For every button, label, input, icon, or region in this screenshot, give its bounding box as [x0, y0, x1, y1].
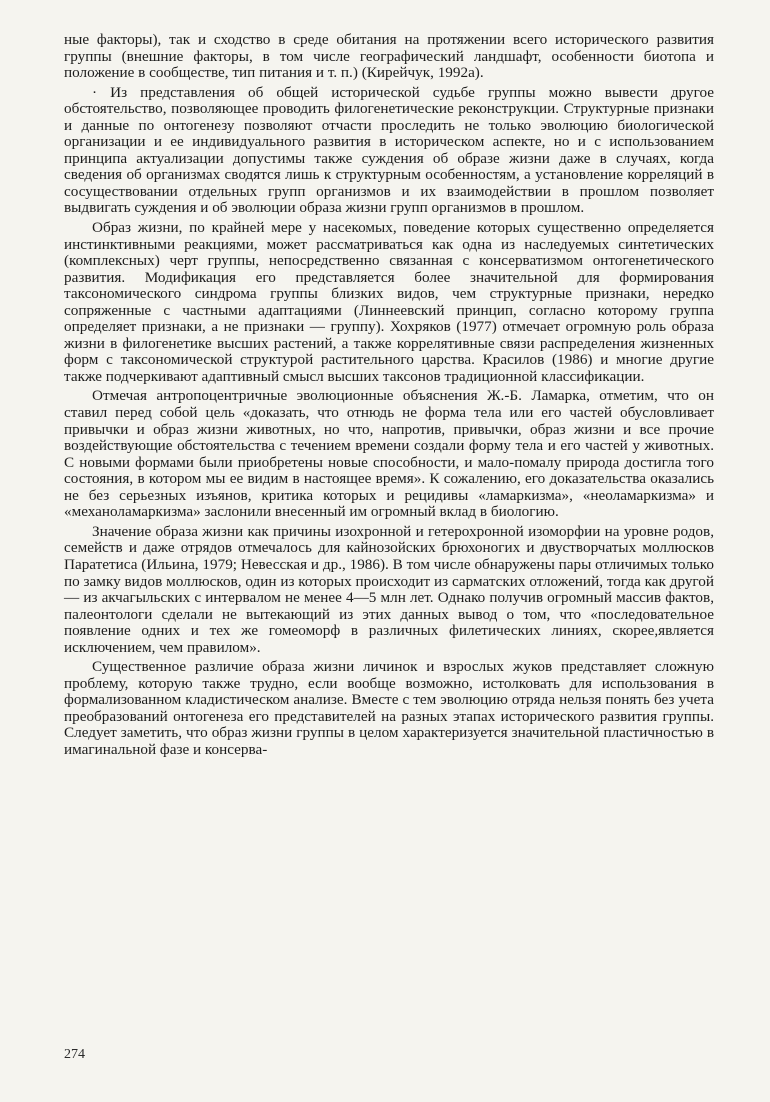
paragraph-reconstruction: · Из представления об общей исторической судьбе группы можно вывести другое обстоятельство, позволяющее проводить филогенетические реконструкции. Структурные признаки и данные по онтогенезу позволяют отчасти проследить не только эволюцию биологической организации и ее индивидуального развития в историческом аспекте, но и с использованием принципа актуализации допустимы также суждения об образе жизни даже в случаях, когда сведения об организмах сводятся лишь к структурным особенностям, а установление корреляций в сосуществовании отдельных групп организмов и их взаимодействии в прошлом позволяет выдвигать суждения и об эволюции образа жизни групп организмов в прошлом. [64, 83, 714, 217]
paragraph-lamarck: Отмечая антропоцентричные эволюционные объяснения Ж.-Б. Ламарка, отметим, что он ставил перед собой цель «доказать, что отнюдь не форма тела или его частей обусловливает привычки и образ жизни животных, но что, напротив, привычки, образ жизни и все прочие воздействующие обстоятельства с течением времени создали форму тела и его частей у животных. С новыми формами были приобретены новые способности, и мало-помалу природа достигла того состояния, в котором мы ее видим в настоящее время». К сожалению, его доказательства оказались не без серьезных изъянов, критика которых и рецидивы «ламаркизма», «неоламаркизма» и «механоламаркизма» заслонили внесенный им огромный вклад в биологию. [64, 387, 714, 521]
paragraph-lifestyle: Образ жизни, по крайней мере у насекомых, поведение которых существенно определяется инстинктивными реакциями, может рассматриваться как одна из наследуемых синтетических (комплексных) черт группы, непосредственно связанная с консерватизмом онтогенетического развития. Модификация его представляется более значительной для формирования таксономического синдрома группы близких видов, чем структурные признаки, нередко сопряженные с частными адаптациями (Линнеевский принцип, согласно которому группа определяет признаки, а не признаки — группу). Хохряков (1977) отмечает огромную роль образа жизни в филогенетике высших растений, а также коррелятивные связи распределения жизненных форм с таксономической структурой растительного царства. Красилов (1986) и многие другие также подчеркивают адаптивный смысл высших таксонов традиционной классификации. [64, 219, 714, 385]
body-text [64, 32, 714, 762]
paragraph-larvae: Существенное различие образа жизни личинок и взрослых жуков представляет сложную проблему, которую также трудно, если вообще возможно, истолковать для использования в формализованном кладистическом анализе. Вместе с тем эволюцию отряда нельзя понять без учета преобразований онтогенеза его представителей на разных этапах исторического развития группы. Следует заметить, что образ жизни группы в целом характеризуется значительной пластичностью в имагинальной фазе и консерва- [64, 658, 714, 758]
paragraph-isomorphy: Значение образа жизни как причины изохронной и гетерохронной изоморфии на уровне родов, семейств и даже отрядов отмечалось для кайнозойских брюхоногих и двустворчатых моллюсков Паратетиса (Ильина, 1979; Невесская и др., 1986). В том числе обнаружены пары отличимых только по замку видов моллюсков, один из которых происходит из сарматских отложений, тогда как другой — из акчагыльских с интервалом не менее 4—5 млн лет. Однако получив огромный массив фактов, палеонтологи сделали не вытекающий из этих данных вывод о том, что «последовательное появление одних и тех же гомеоморф в различных филетических линиях, скорее,является исключением, чем правилом». [64, 522, 714, 656]
paragraph-continuation: ные факторы), так и сходство в среде обитания на протяжении всего исторического развития группы (внешние факторы, в том числе географический ландшафт, особенности биотопа и положение в сообществе, тип питания и т. п.) (Кирейчук, 1992а). [64, 31, 714, 82]
page-number: 274 [64, 1047, 85, 1062]
